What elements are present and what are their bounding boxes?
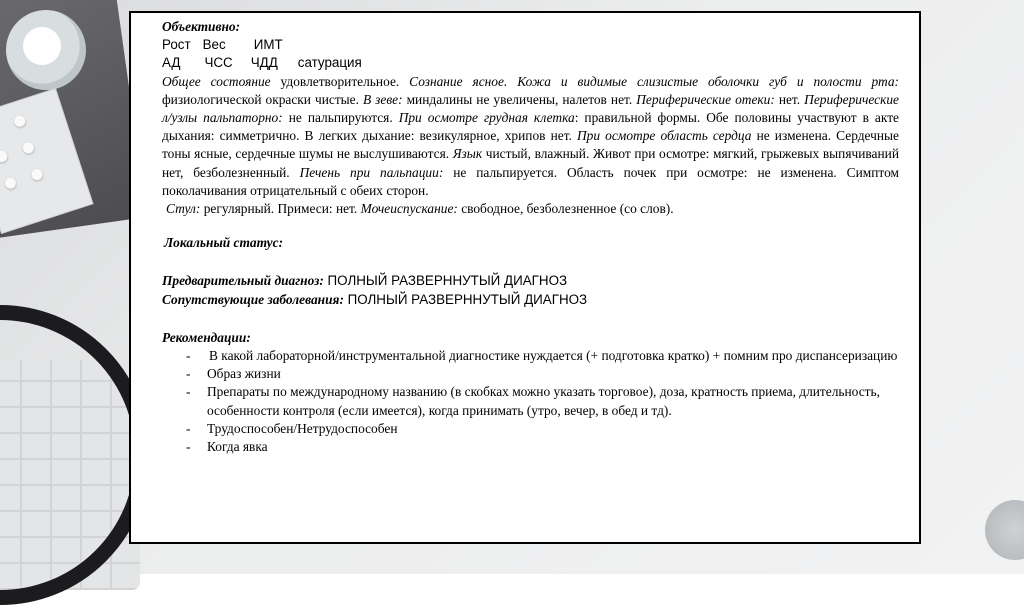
recommendation-text: Образ жизни [207,366,281,382]
preliminary-diagnosis-label: Предварительный диагноз: [162,273,324,289]
finding-text: не пальпируется. Область почек при осмотре: не изменена. Симптом поколачивания отрицательный с обеих сторон. [162,164,899,198]
spacer [162,252,899,272]
concomitant-diseases-label: Сопутствующие заболевания: [162,291,344,307]
finding-text: миндалины не увеличены, налетов нет. [402,91,637,107]
stool-urination-line [162,200,899,218]
recommendations-heading: Рекомендации: [162,329,251,345]
list-dash: - [186,439,191,455]
finding-text: регулярный. Примеси: нет. [200,201,361,217]
finding-label: Сознание ясное. Кожа и видимые слизистые оболочки губ и полости рта: [409,73,899,89]
local-status-heading: Локальный статус: [164,235,284,251]
list-dash: - [186,384,191,400]
objective-heading: Объективно: [162,19,241,34]
finding-label: Периферические л/узлы пальпаторно: [162,91,900,126]
vitals-row-1 [162,36,899,54]
finding-text: чистый, влажный. Живот при осмотре: мягкий, грыжевых выпячиваний нет, безболезненный. [162,146,899,180]
finding-text: не изменена. Сердечные тоны ясные, сердечные шумы не выслушиваются. [162,128,899,162]
concomitant-diseases-value: ПОЛНЫЙ РАЗВЕРННУТЫЙ ДИАГНОЗ [343,291,588,307]
concomitant-diseases-line [162,291,899,309]
objective-findings [162,73,899,200]
vitals-row-2 [162,54,899,72]
recommendation-item [162,420,899,438]
list-dash: - [186,348,191,364]
finding-label: При осмотре область сердца [577,128,752,144]
finding-label: Печень при пальпации: [299,164,444,180]
vital-label: ЧСС [204,55,233,71]
finding-label: Стул: [166,201,201,217]
vital-label: Вес [202,37,226,53]
finding-text: удовлетворительное. [270,73,410,89]
spacer [162,218,899,234]
finding-text: физиологической окраски чистые. [162,91,363,107]
list-dash: - [186,366,191,382]
recommendation-item [162,347,899,365]
pill-dish-decoration [6,10,86,90]
vital-label: АД [162,55,181,71]
vital-label: ИМТ [253,37,283,53]
recommendation-item [162,383,899,419]
finding-label: Периферические отеки: [636,91,775,107]
finding-label: В зеве: [362,91,403,107]
finding-text: свободное, безболезненное (со слов). [457,201,674,217]
recommendation-text: Трудоспособен/Нетрудоспособен [207,420,398,436]
finding-label: При осмотре грудная клетка [398,110,575,126]
finding-text: нет. [774,91,805,107]
vital-label: сатурация [297,55,362,71]
recommendation-text: В какой лабораторной/инструментальной диагностике нуждается (+ подготовка кратко) + помним про диспансеризацию [209,348,898,364]
finding-label: Язык [452,146,483,162]
recommendation-item [162,365,899,383]
preliminary-diagnosis-line [162,272,899,290]
finding-text: : правильной формы. Обе половины участвуют в акте дыхания: симметрично. В легких дыхание: везикулярное, хрипов нет. [162,110,899,144]
list-dash: - [186,420,191,436]
medical-document [129,11,921,544]
spacer [162,309,899,329]
recommendation-text: Когда явка [207,439,268,455]
finding-label: Общее состояние [162,73,271,89]
recommendation-item [162,438,899,456]
vital-label: Рост [162,37,191,53]
preliminary-diagnosis-value: ПОЛНЫЙ РАЗВЕРННУТЫЙ ДИАГНОЗ [323,273,568,289]
finding-text: не пальпируются. [282,110,399,126]
vital-label: ЧДД [250,55,278,71]
recommendation-text: Препараты по международному названию (в скобках можно указать торговое), доза, кратность приема, длительность, особенности контроля (если имеется), когда принимать (утро, вечер, в обед и тд). [207,384,880,418]
finding-label: Мочеиспускание: [360,201,458,217]
